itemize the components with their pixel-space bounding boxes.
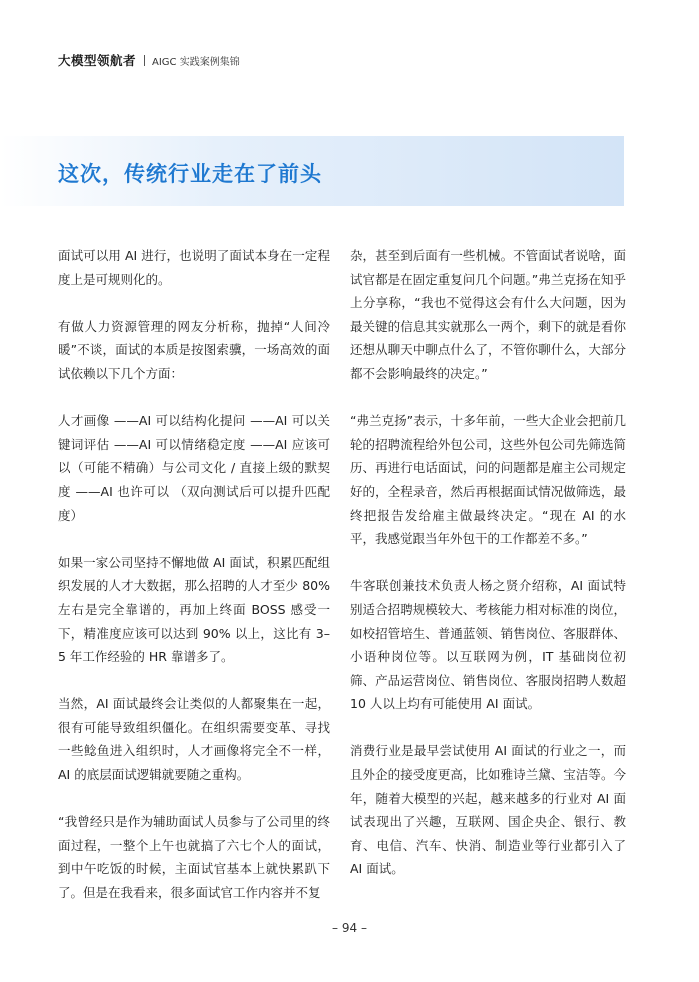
left-column	[58, 244, 330, 905]
right-column	[350, 244, 626, 881]
header-divider	[144, 55, 145, 66]
section-title: 这次，传统行业走在了前头	[58, 162, 322, 186]
paragraph: 牛客联创兼技术负责人杨之贤介绍称，AI 面试特别适合招聘规模较大、考核能力相对标准的岗位，如校招管培生、普通蓝领、销售岗位、客服群体、小语种岗位等。以互联网为例，IT 基础岗位初筛、产品运营岗位、销售岗位、客服岗招聘人数超 10 人以上均有可能使用 AI 面试。	[350, 578, 626, 712]
header-subtitle: AIGC 实践案例集锦	[152, 56, 240, 68]
paragraph: 消费行业是最早尝试使用 AI 面试的行业之一，而且外企的接受度更高，比如雅诗兰黛、宝洁等。今年，随着大模型的兴起，越来越多的行业对 AI 面试表现出了兴趣，互联网、国企央企、银行、教育、电信、汽车、快消、制造业等行业都引入了 AI 面试。	[350, 743, 626, 877]
paragraph: 面试可以用 AI 进行，也说明了面试本身在一定程度上是可规则化的。	[58, 248, 330, 287]
paragraph: 杂，甚至到后面有一些机械。不管面试者说啥，面试官都是在固定重复问几个问题。”弗兰克扬在知乎上分享称，“我也不觉得这会有什么大问题，因为最关键的信息其实就那么一两个，剩下的就是看你还想从聊天中聊点什么了，不管你聊什么，大部分都不会影响最终的决定。”	[350, 248, 626, 381]
brand-title: 大模型领航者	[58, 53, 137, 68]
paragraph: “弗兰克扬”表示，十多年前，一些大企业会把前几轮的招聘流程给外包公司，这些外包公司先筛选简历、再进行电话面试，问的问题都是雇主公司规定好的，全程录音，然后再根据面试情况做筛选，最终把报告发给雇主做最终决定。“现在 AI 的水平，我感觉跟当年外包干的工作都差不多。”	[350, 413, 626, 547]
paragraph: 如果一家公司坚持不懈地做 AI 面试，积累匹配组织发展的人才大数据，那么招聘的人才至少 80% 左右是完全靠谱的，再加上终面 BOSS 感受一下，精准度应该可以达到 90% 以上，这比有 3–5 年工作经验的 HR 靠谱多了。	[58, 554, 330, 665]
page-number: – 94 –	[332, 921, 367, 935]
running-header	[58, 50, 240, 70]
paragraph: 有做人力资源管理的网友分析称，抛掉“人间冷暖”不谈，面试的本质是按图索骥，一场高效的面试依赖以下几个方面：	[58, 318, 330, 381]
paragraph: 人才画像 ——AI 可以结构化提问 ——AI 可以关键词评估 ——AI 可以情绪稳定度 ——AI 应该可以（可能不精确）与公司文化 / 直接上级的默契度 ——AI 也许可以 （双向测试后可以提升匹配度）	[58, 413, 330, 523]
paragraph: “我曾经只是作为辅助面试人员参与了公司里的终面过程，一整个上午也就搞了六七个人的面试，到中午吃饭的时候，主面试官基本上就快累趴下了。但是在我看来，很多面试官工作内容并不复	[58, 814, 330, 901]
paragraph: 当然，AI 面试最终会让类似的人都聚集在一起，很有可能导致组织僵化。在组织需要变革、寻找一些鲶鱼进入组织时，人才画像将完全不一样，AI 的底层面试逻辑就要随之重构。	[58, 696, 330, 783]
